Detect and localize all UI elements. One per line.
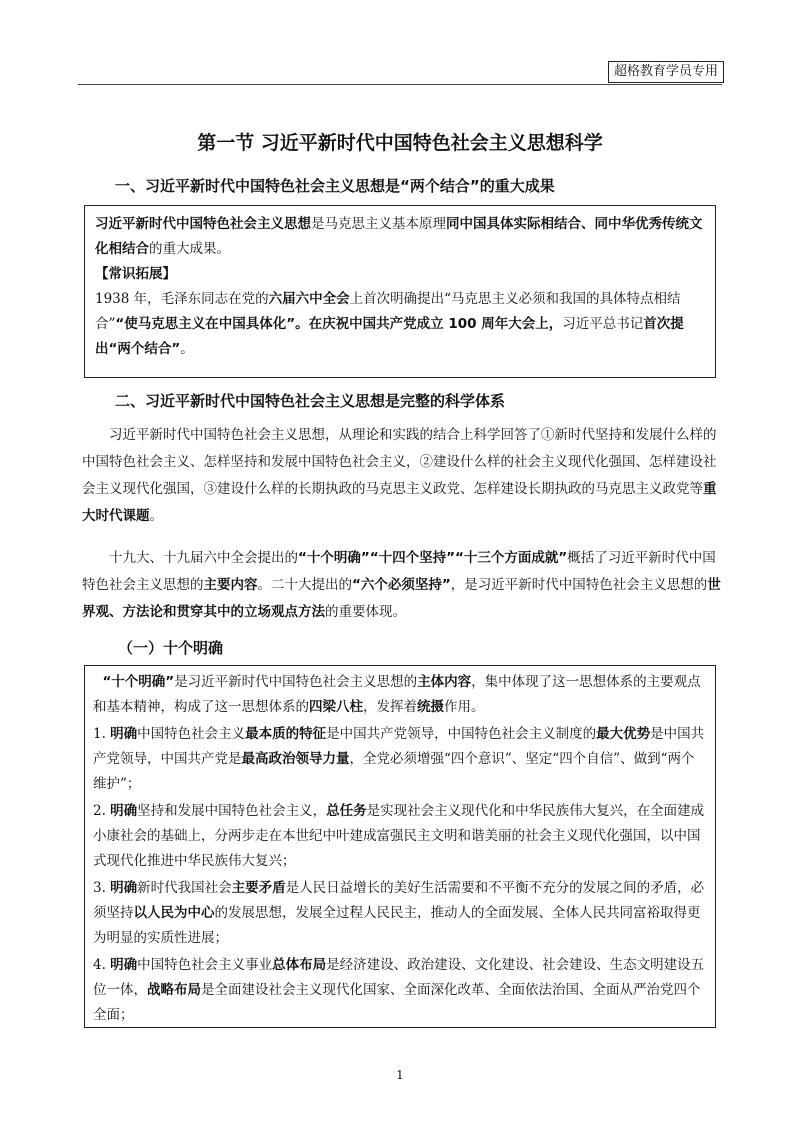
item-text: 是经济建设、政治建设、文化建设、社会建设、生态文明建设五位一体，: [93, 957, 705, 998]
paragraph-text: ，是习近平新时代中国特色社会主义思想的: [450, 577, 708, 593]
ten-clarifications-box: [84, 665, 716, 1028]
item-bold-text: 明确: [110, 803, 138, 819]
paragraph-bold-text: 主要内容: [203, 577, 258, 593]
box-paragraph-1: [95, 212, 705, 262]
intro-text: 是习近平新时代中国特色社会主义思想的: [174, 674, 418, 690]
item-bold-text: 战略布局: [147, 982, 201, 998]
item-text: 是全面建设社会主义现代化国家、全面深化改革、全面依法治国、全面从严治党四个全面；: [93, 982, 701, 1023]
box-text: 。: [180, 341, 194, 357]
item-bold-text: 总体布局: [272, 957, 327, 973]
item-bold-text: 明确: [110, 726, 138, 742]
item-bold-text: 主要矛盾: [231, 880, 286, 896]
paragraph-text: 习近平新时代中国特色社会主义思想，从理论和实践的结合上科学回答了①新时代坚持和发展什么样的中国特色社会主义、怎样坚持和发展中国特色社会主义，②建设什么样的社会主义现代化强国、怎样建设社会主义现代化强国，③建设什么样的长期执政的马克思主义政党、怎样建设长期执政的马克思主义政党等: [82, 427, 717, 497]
box-bold-text: “使马克思主义在中国具体化”: [115, 316, 296, 332]
intro-text: ，发挥着: [363, 699, 417, 715]
box-text: 的重大成果。: [149, 241, 230, 257]
item-text: 新时代我国社会: [137, 880, 232, 896]
item-bold-text: 最本质的特征: [245, 726, 327, 742]
item-text: 是人民日益增长的美好生活需要和不平衡不充分的发展之间的矛盾，必须坚持: [93, 880, 705, 921]
box-bold-text: 习近平新时代中国特色社会主义思想: [95, 216, 311, 232]
box-text: 习近平总书记: [562, 316, 644, 332]
box-text: 上首次明确提出“马克思主义必须和我国的具体特点相结合”: [95, 291, 681, 332]
intro-paragraph: [93, 670, 707, 720]
paragraph-bold-text: 重大时代课题: [82, 481, 717, 524]
item-bold-text: 最高政治领导力量: [241, 751, 350, 767]
box-bold-text: 。在庆祝中国共产党成立 100 周年大会上，: [295, 316, 563, 332]
intro-text: ，集中体现了这一思想体系的主要观点和基本精神，构成了这一思想体系的: [93, 674, 701, 715]
section1-box: [84, 205, 716, 378]
item-text: 中国特色社会主义事业: [137, 957, 273, 973]
list-item-4: [93, 953, 707, 1028]
intro-bold-text: 统摄: [417, 699, 444, 715]
item-text: 是中国共产党领导，中国共产党是: [93, 726, 705, 767]
list-item-2: [93, 799, 707, 874]
item-text: 是实现社会主义现代化和中华民族伟大复兴，在全面建成小康社会的基础上，分两步走在本世纪中叶建成富强民主文明和谐美丽的社会主义现代化强国，以中国式现代化推进中华民族伟大复兴；: [93, 803, 705, 869]
section2-paragraph-2: [82, 545, 722, 626]
paragraph-bold-text: “六个必须坚持”: [352, 577, 451, 593]
list-item-1: [93, 722, 707, 797]
intro-bold-text: “十个明确”: [102, 674, 175, 690]
intro-text: 作用。: [444, 699, 485, 715]
item-number: 3.: [93, 880, 111, 896]
item-number: 4.: [93, 957, 111, 973]
paragraph-text: 。二十大提出的: [257, 577, 352, 593]
item-text: 中国特色社会主义: [137, 726, 246, 742]
item-number: 1.: [93, 726, 111, 742]
intro-bold-text: 四梁八柱: [309, 699, 363, 715]
paragraph-text: 的重要体现。: [325, 604, 406, 620]
list-item-3: [93, 876, 707, 951]
item-number: 2.: [93, 803, 111, 819]
box-bold-text: 首次提出“两个结合”: [95, 316, 684, 357]
page-title: 第一节 习近平新时代中国特色社会主义思想科学: [197, 132, 603, 154]
item-bold-text: 最大优势: [596, 726, 651, 742]
item-text: 的发展思想，发展全过程人民民主，推动人的全面发展、全体人民共同富裕取得更为明显的实质性进展；: [93, 905, 701, 946]
paragraph-bold-text: “十个明确”“十四个坚持”“十三个方面成就”: [298, 550, 568, 566]
paragraph-text: 十九大、十九届六中全会提出的: [109, 550, 298, 566]
item-text: ，全党必须增强“四个意识”、坚定“四个自信”、做到“两个维护”；: [93, 751, 695, 792]
page-number: 1: [396, 1068, 404, 1082]
knowledge-extension-tag: 【常识拓展】: [95, 266, 176, 282]
usage-stamp: 超格教育学员专用: [608, 61, 724, 83]
box-paragraph-2: [95, 287, 705, 362]
item-bold-text: 总任务: [326, 803, 367, 819]
box-text: 1938 年，毛泽东同志在党的: [95, 291, 269, 307]
box-text: 是马克思主义基本原理: [311, 216, 446, 232]
item-text: 坚持和发展中国特色社会主义，: [137, 803, 327, 819]
section2-heading: 二、习近平新时代中国特色社会主义思想是完整的科学体系: [115, 392, 506, 410]
box-bold-text: 同中国具体实际相结合、同中华优秀传统文化相结合: [95, 216, 703, 257]
box-bold-text: 六届六中全会: [268, 291, 350, 307]
paragraph-text: 概括了习近平新时代中国特色社会主义思想的: [82, 550, 716, 593]
intro-bold-text: 主体内容: [417, 674, 472, 690]
item-bold-text: 明确: [110, 880, 138, 896]
subsection-heading: （一）十个明确: [118, 639, 224, 657]
item-bold-text: 以人民为中心: [133, 905, 215, 921]
section2-paragraph-1: [82, 422, 722, 530]
section1-heading: 一、习近平新时代中国特色社会主义思想是“两个结合”的重大成果: [115, 177, 555, 195]
item-bold-text: 明确: [110, 957, 138, 973]
header-rule: [78, 84, 722, 85]
paragraph-text: 。: [149, 508, 163, 524]
item-text: 是中国共产党领导，中国特色社会主义制度的: [326, 726, 597, 742]
paragraph-bold-text: 世界观、方法论和贯穿其中的立场观点方法: [82, 577, 721, 620]
